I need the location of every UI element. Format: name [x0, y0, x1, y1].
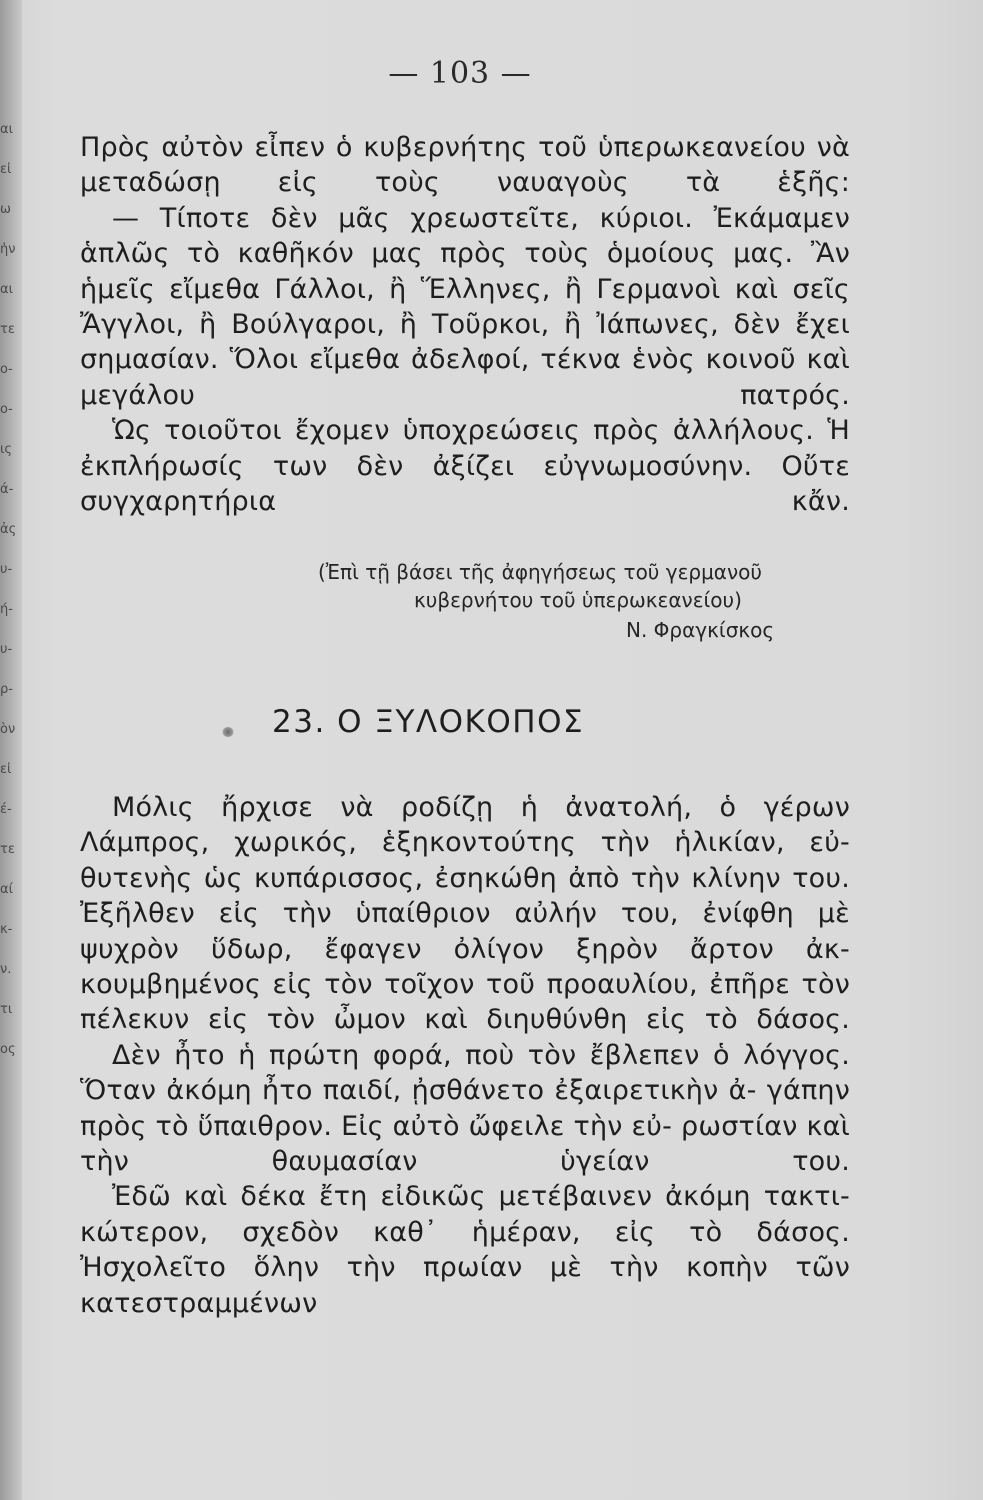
- paragraph: Μόλις ἤρχισε νὰ ροδίζῃ ἡ ἀνατολή, ὁ γέρων Λάμπρος, χωρικός, ἑξηκοντούτης τὴν ἡλικίαν, εὐ- θυτενὴς ὡς κυπάρισσος, ἐσηκώθη ἀπὸ τὴν κλίνην του. Ἐξῆλθεν εἰς τὴν ὑπαίθριον αὐλήν του, ἐνίφθη μὲ ψυχρὸν ὕδωρ, ἔφαγεν ὀλίγον ξηρὸν ἄρτον ἀκ- κουμβημένος εἰς τὸν τοῖχον τοῦ προαυλίου, ἐπῆρε τὸν πέλεκυν εἰς τὸν ὦμον καὶ διηυθύνθη εἰς τὸ δάσος.: [80, 792, 850, 1036]
- margin-fragment: ις: [0, 442, 13, 457]
- margin-fragment: υ-: [0, 562, 13, 577]
- margin-fragment: ρ-: [0, 682, 13, 697]
- paragraph: Ἐδῶ καὶ δέκα ἔτη εἰδικῶς μετέβαινεν ἀκόμη τακτι- κώτερον, σχεδὸν καθ᾿ ἡμέραν, εἰς τὸ δάσος. Ἠσχολεῖτο ὅλην τὴν πρωίαν μὲ τὴν κοπὴν τῶν κατεστραμμένων: [80, 1181, 850, 1319]
- margin-fragment: ο-: [0, 402, 13, 417]
- margin-fragment: εἰ: [0, 162, 12, 177]
- paragraph: Ὡς τοιοῦτοι ἔχομεν ὑποχρεώσεις πρὸς ἀλλήλους. Ἡ ἐκπλήρωσίς των δὲν ἀξίζει εὐγνωμοσύνην. Οὔτε συγχαρητήρια κἄν.: [80, 415, 850, 518]
- margin-fragment: τε: [0, 322, 15, 337]
- margin-fragment: ν.: [0, 962, 12, 977]
- margin-fragment: αί: [0, 882, 13, 897]
- margin-fragment: τε: [0, 842, 15, 857]
- margin-fragment: ἡν: [0, 242, 16, 257]
- margin-fragment: ά-: [0, 482, 14, 497]
- story-end-text: [80, 130, 850, 519]
- margin-fragment: ἀς: [0, 522, 17, 537]
- author-name: Ν. Φραγκίσκος: [626, 618, 775, 642]
- margin-fragment: εἰ: [0, 762, 12, 777]
- section-title: 23. Ο ΞΥΛΟΚΟΠΟΣ: [272, 704, 585, 740]
- margin-fragment: τι: [0, 1002, 13, 1017]
- margin-fragment: υ-: [0, 642, 13, 657]
- paragraph: Δὲν ἦτο ἡ πρώτη φορά, ποὺ τὸν ἔβλεπεν ὁ λόγγος. Ὅταν ἀκόμη ἦτο παιδί, ᾐσθάνετο ἐξαιρετικὴν ἀ- γάπην πρὸς τὸ ὕπαιθρον. Εἰς αὐτὸ ὤφειλε τὴν εὐ- ρωστίαν καὶ τὴν θαυμασίαν ὑγείαν του.: [80, 1039, 850, 1178]
- adjacent-page-margin: [0, 110, 22, 1490]
- margin-fragment: ή-: [0, 602, 13, 617]
- source-citation: [318, 558, 838, 614]
- ink-spot: [222, 727, 234, 737]
- margin-fragment: αι: [0, 122, 13, 137]
- margin-fragment: κ-: [0, 922, 13, 937]
- margin-fragment: αι: [0, 282, 13, 297]
- citation-line: κυβερνήτου τοῦ ὑπερωκεανείου): [414, 588, 742, 612]
- paragraph: — Τίποτε δὲν μᾶς χρεωστεῖτε, κύριοι. Ἐκάμαμεν ἁπλῶς τὸ καθῆκόν μας πρὸς τοὺς ὁμοίους μας. Ἂν ἡμεῖς εἴμεθα Γάλλοι, ἢ Ἕλληνες, ἢ Γερμανοὶ καὶ σεῖς Ἄγγλοι, ἢ Βούλγαροι, ἢ Τοῦρκοι, ἢ Ἰάπωνες, δὲν ἔχει σημασίαν. Ὅλοι εἴμεθα ἀδελφοί, τέκνα ἑνὸς κοινοῦ καὶ μεγάλου πατρός.: [80, 202, 850, 411]
- margin-fragment: ὸν: [0, 722, 16, 737]
- citation-line: (Ἐπὶ τῇ βάσει τῆς ἀφηγήσεως τοῦ γερμανοῦ: [318, 560, 762, 584]
- margin-fragment: ος: [0, 1042, 16, 1057]
- margin-fragment: ω: [0, 202, 11, 217]
- margin-fragment: έ-: [0, 802, 12, 817]
- paragraph: Πρὸς αὐτὸν εἶπεν ὁ κυβερνήτης τοῦ ὑπερωκεανείου νὰ μεταδώσῃ εἰς τοὺς ναυαγοὺς τὰ ἑξῆς:: [80, 132, 850, 199]
- margin-fragment: ο-: [0, 362, 13, 377]
- page-number: — 103 —: [388, 56, 532, 91]
- section-body: [80, 790, 850, 1321]
